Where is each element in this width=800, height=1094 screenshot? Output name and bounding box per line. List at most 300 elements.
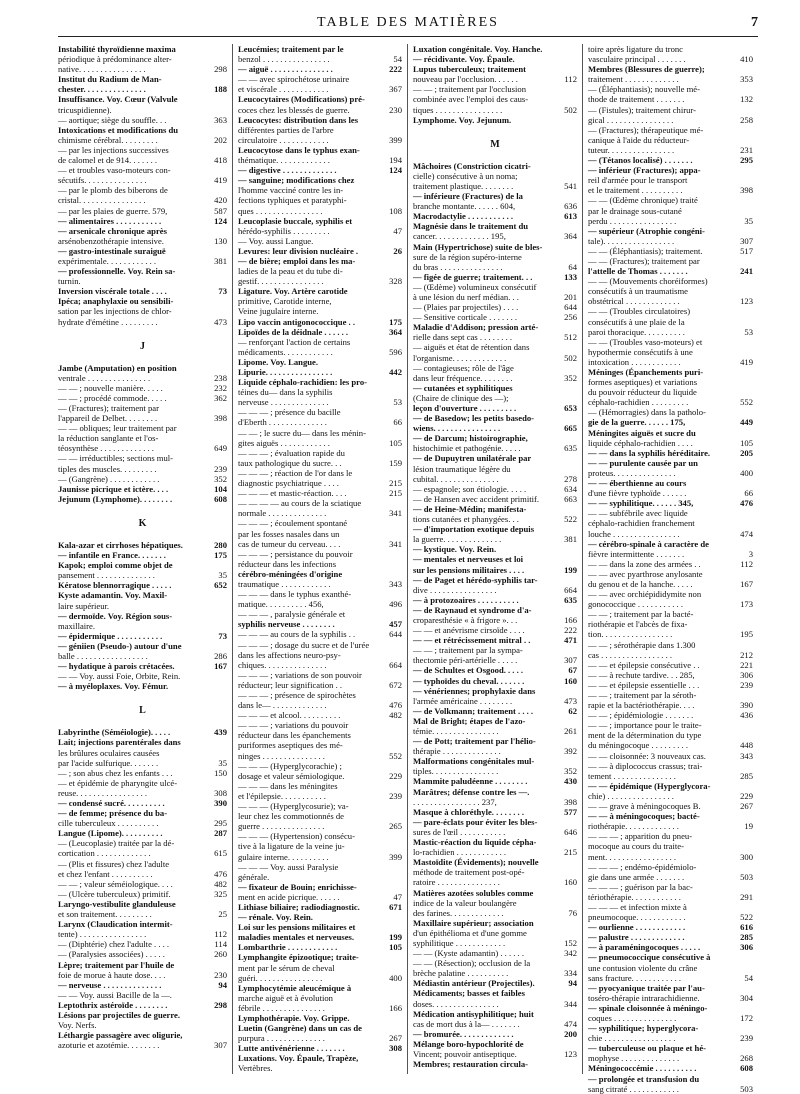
entry-text: Léthargie passagère avec oligurie, — [58, 1030, 183, 1041]
entry-text: les brûlures oculaires causées — [58, 747, 160, 758]
entry-text: Lupus tuberculeux; traitement — [413, 64, 526, 75]
entry-page-ref: 308 — [389, 1043, 402, 1054]
entry-text: Lutte antivénérienne . . . . . . . — [238, 1043, 345, 1054]
index-entry — [58, 540, 227, 550]
entry-page-ref: 291 — [740, 891, 753, 902]
index-entry — [238, 852, 402, 862]
entry-text: — — ; nouvelle manière. . . . . — [58, 382, 163, 393]
index-entry — [588, 629, 753, 639]
entry-text: thode de traitement . . . . . . . — [588, 94, 685, 105]
entry-page-ref: 541 — [564, 180, 577, 191]
entry-text: téosynthèse . . . . . . . . . . . . . — [58, 443, 154, 454]
index-entry — [238, 609, 402, 619]
index-entry — [588, 518, 753, 528]
entry-page-ref: 381 — [214, 255, 227, 266]
entry-text: — épidermique . . . . . . . . . . . — [58, 630, 163, 641]
entry-page-ref: 105 — [740, 437, 753, 448]
entry-text: — — — ; variations du pouvoir — [238, 720, 349, 731]
index-entry — [238, 195, 402, 205]
index-entry — [588, 902, 753, 912]
entry-text: reuse. . . . . . . . . . . . . . . . . — [58, 787, 148, 798]
entry-text: — (Paralysies associées) . . . . . — [58, 949, 165, 960]
index-entry — [413, 171, 577, 181]
index-entry — [238, 226, 402, 236]
entry-page-ref: 265 — [389, 821, 402, 832]
index-entry — [413, 615, 577, 625]
entry-text: — aiguës et état de rétention dans — [413, 342, 530, 353]
index-entry — [413, 716, 577, 726]
index-entry — [238, 286, 402, 296]
entry-page-ref: 200 — [564, 1028, 577, 1039]
entry-text: — — — Voy. aussi Paralysie — [238, 861, 339, 872]
index-entry — [413, 948, 577, 958]
entry-page-ref: 66 — [744, 488, 753, 499]
index-entry — [588, 922, 753, 932]
entry-page-ref: 267 — [389, 1033, 402, 1044]
entry-text: — — — ; réaction de l'or dans le — [238, 467, 353, 478]
entry-text: — gastro-intestinale suraiguë — [58, 245, 166, 256]
entry-text: — — — — au cours de la sciatique — [238, 498, 362, 509]
index-entry — [238, 276, 402, 286]
entry-page-ref: 172 — [740, 1013, 753, 1023]
entry-text: matique. . . . . . . . . . 456, — [238, 599, 324, 610]
entry-text: Lipurie. . . . . . . . . . . . . . . . — [238, 367, 333, 377]
index-entry — [413, 837, 577, 847]
entry-text: canique à l'aide du réducteur- — [588, 134, 690, 145]
entry-page-ref: 634 — [564, 483, 577, 494]
entry-text: thématique. . . . . . . . . . . . . — [238, 155, 330, 166]
entry-text: ques . . . . . . . . . . . . . . . . — [238, 205, 323, 216]
entry-text: — — — ; présence de spirochètes — [238, 690, 356, 700]
entry-text: sation par les injections de chlor- — [58, 306, 172, 317]
index-entry — [588, 327, 753, 337]
index-entry — [58, 879, 227, 889]
entry-text: tement . . . . . . . . . . . . . . . — [588, 770, 676, 781]
entry-text: — — dans la syphilis héréditaire. — [588, 447, 711, 458]
index-entry — [413, 827, 577, 837]
index-entry — [413, 332, 577, 342]
entry-page-ref: 644 — [389, 629, 402, 640]
index-entry — [58, 949, 227, 959]
entry-text: puriformes aseptiques des mé- — [238, 740, 343, 751]
entry-text: — (Ulcère tuberculeux) primitif. — [58, 888, 171, 899]
entry-text: et l'épilepsie. . . . . . . . . . . — [238, 790, 326, 801]
entry-text: — de Raynaud et syndrome d'a- — [413, 604, 532, 615]
entry-page-ref: 398 — [740, 185, 753, 196]
entry-text: céphalo-rachidien . . . . . . . . . — [588, 397, 689, 408]
index-entry — [413, 1039, 577, 1049]
entry-page-ref: 66 — [393, 417, 402, 428]
index-entry — [58, 413, 227, 423]
index-entry — [58, 909, 227, 919]
index-entry — [58, 64, 227, 74]
entry-page-ref: 471 — [564, 635, 577, 646]
index-entry — [588, 751, 753, 761]
entry-text: normale . . . . . . . . . . . . . . — [238, 508, 327, 519]
index-entry — [238, 216, 402, 226]
entry-text: — — — (Hyperglycosurie); va- — [238, 801, 349, 812]
entry-page-ref: 124 — [214, 215, 227, 226]
entry-page-ref: 123 — [740, 296, 753, 307]
entry-text: — bromurée. . . . . . . . . . . . . — [413, 1028, 514, 1039]
index-entry — [238, 862, 402, 872]
index-entry — [588, 740, 753, 750]
entry-text: — par les plaies de guerre. 579, — [58, 205, 168, 216]
entry-page-ref: 25 — [218, 909, 227, 920]
entry-text: lésion traumatique légère du — [413, 463, 511, 474]
index-entry — [238, 145, 402, 155]
entry-page-ref: 616 — [740, 922, 753, 933]
entry-text: Loi sur les pensions militaires et — [238, 922, 356, 933]
entry-text: traitement . . . . . . . . . . . . . — [588, 74, 679, 85]
index-entry — [58, 443, 227, 453]
index-entry — [588, 1003, 753, 1013]
entry-text: Kératose blennorragique . . . . . — [58, 580, 172, 591]
index-entry — [238, 64, 402, 74]
entry-text: cancer. . . . . . . . . . . . . 195, — [413, 231, 506, 242]
index-entry — [588, 508, 753, 518]
index-entry — [588, 852, 753, 862]
index-entry — [413, 342, 577, 352]
index-entry — [588, 1043, 753, 1053]
entry-text: — — ; sérothérapie dans 1.300 — [588, 639, 696, 650]
entry-text: Mastoïdite (Évidements); nouvelle — [413, 857, 539, 868]
index-entry — [413, 898, 577, 908]
entry-page-ref: 160 — [564, 877, 577, 888]
entry-page-ref: 268 — [740, 1053, 753, 1064]
index-entry — [58, 919, 227, 929]
index-entry — [238, 559, 402, 569]
entry-text: pneumocoque. . . . . . . . . . . . — [588, 912, 686, 923]
index-entry — [588, 458, 753, 468]
index-entry — [58, 175, 227, 185]
entry-text: — — ; épidémiologie . . . . . . . — [588, 710, 694, 721]
index-entry — [588, 952, 753, 962]
entry-text: obstétrical . . . . . . . . . . . . . — [588, 296, 680, 307]
index-entry — [413, 1009, 577, 1019]
entry-text: sures de l'œil . . . . . . . . . . . — [413, 826, 506, 837]
entry-text: tive à la ligature de la veine ju- — [238, 841, 345, 852]
index-entry — [238, 54, 402, 64]
entry-page-ref: 503 — [740, 1083, 753, 1094]
index-entry — [238, 1023, 402, 1033]
index-entry — [588, 246, 753, 256]
entry-text: — Voy. aussi Langue. — [238, 235, 314, 246]
entry-text: l'attelle de Thomas . . . . . . . — [588, 266, 688, 277]
entry-page-ref: 587 — [214, 205, 227, 216]
index-entry — [238, 983, 402, 993]
index-entry — [588, 549, 753, 559]
index-entry — [588, 236, 753, 246]
index-entry — [588, 195, 753, 205]
index-column-2 — [233, 44, 408, 1074]
entry-text: cas . . . . . . . . . . . . . . . . . — [588, 649, 673, 660]
entry-page-ref: 54 — [393, 54, 402, 65]
index-entry — [58, 1040, 227, 1050]
entry-text: Lombarthrie . . . . . . . . . . . . — [238, 942, 338, 953]
entry-page-ref: 400 — [389, 972, 402, 983]
entry-page-ref: 215 — [564, 847, 577, 858]
index-entry — [588, 569, 753, 579]
index-entry — [238, 660, 402, 670]
index-entry — [238, 619, 402, 629]
entry-page-ref: 112 — [740, 558, 753, 569]
entry-text: ment. . . . . . . . . . . . . . . . . — [588, 851, 677, 862]
entry-text: Leptothrix astéroïde . . . . . . . . — [58, 999, 168, 1010]
entry-text: riothérapie. . . . . . . . . . . . . — [588, 821, 679, 832]
entry-text: indice de la valeur boulangère — [413, 897, 517, 908]
entry-page-ref: 308 — [214, 787, 227, 798]
entry-text: balle . . . . . . . . . . . . . . . . . — [58, 650, 148, 661]
entry-page-ref: 644 — [564, 302, 577, 313]
entry-text: liquide céphalo-rachidien . . . . — [588, 437, 693, 448]
entry-text: doses. . . . . . . . . . . . . . . . — [413, 998, 499, 1009]
entry-text: ment de la détermination du type — [588, 730, 702, 741]
section-letter: L — [139, 705, 146, 717]
entry-page-ref: 298 — [214, 999, 227, 1010]
index-entry — [58, 601, 227, 611]
entry-page-ref: 476 — [214, 868, 227, 879]
index-entry — [238, 508, 402, 518]
entry-text: maladies mentales et nerveuses. — [238, 932, 354, 943]
entry-page-ref: 258 — [740, 114, 753, 125]
entry-text: syphilis nerveuse . . . . . . . . — [238, 619, 335, 630]
index-entry — [58, 590, 227, 600]
entry-text: d'une fièvre typhoïde . . . . . . — [588, 488, 687, 499]
index-entry — [238, 791, 402, 801]
index-entry — [238, 1003, 402, 1013]
entry-text: de calomel et de 914. . . . . . . — [58, 155, 158, 166]
index-entry — [413, 696, 577, 706]
entry-text: Leucocytaires (Modifications) pré- — [238, 94, 365, 105]
entry-page-ref: 418 — [214, 155, 227, 166]
entry-text: syphilitique . . . . . . . . . . . . — [413, 937, 506, 948]
index-entry — [413, 464, 577, 474]
entry-text: — condensé sucré. . . . . . . . . . — [58, 798, 165, 808]
entry-page-ref: 362 — [214, 392, 227, 403]
entry-text: Ipéca; anaphylaxie ou sensibili- — [58, 296, 174, 307]
index-entry — [58, 681, 227, 691]
entry-page-ref: 334 — [564, 968, 577, 979]
entry-text: la réduction sanglante et l'os- — [58, 433, 159, 444]
entry-page-ref: 35 — [218, 757, 227, 768]
entry-text: — — (Éléphantiasis); traitement. — [588, 245, 703, 256]
entry-page-ref: 267 — [740, 801, 753, 812]
index-entry — [413, 393, 577, 403]
entry-page-ref: 615 — [214, 848, 227, 859]
index-entry — [58, 195, 227, 205]
page-title: TABLE DES MATIÈRES — [317, 15, 499, 30]
index-entry — [58, 363, 227, 373]
entry-text: — cérébro-spinale à caractère de — [588, 538, 709, 549]
entry-text: intoxication . . . . . . . . . . . . — [588, 356, 681, 367]
index-entry — [413, 766, 577, 776]
entry-text: hypothermie consécutifs à une — [588, 346, 693, 357]
entry-page-ref: 419 — [740, 356, 753, 367]
entry-page-ref: 195 — [740, 629, 753, 640]
entry-text: céphalo-rachidien franchement — [588, 518, 695, 529]
entry-text: — par les injections successives — [58, 144, 169, 155]
index-entry — [588, 892, 753, 902]
entry-text: — — à diplococcus crassus; trai- — [588, 760, 703, 771]
entry-page-ref: 399 — [389, 134, 402, 145]
index-entry — [588, 498, 753, 508]
entry-text: paroi thoracique. . . . . . . . . . — [588, 326, 685, 337]
entry-page-ref: 194 — [389, 155, 402, 166]
entry-text: — de Volkmann; traitement . . . . — [413, 705, 534, 716]
entry-text: Membres; restauration circula- — [413, 1059, 529, 1070]
entry-text: cortication . . . . . . . . . . . . . — [58, 848, 151, 859]
entry-page-ref: 287 — [214, 828, 227, 839]
entry-text: du genou et de la hanche. . . . . — [588, 578, 693, 589]
entry-text: — de Heine-Médin; manifesta- — [413, 503, 527, 514]
entry-text: leçon d'ouverture . . . . . . . . . — [413, 403, 517, 413]
index-entry — [238, 185, 402, 195]
entry-text: Intoxications et modifications du — [58, 124, 179, 135]
entry-page-ref: 306 — [740, 942, 753, 953]
index-entry — [238, 892, 402, 902]
entry-text: — à paraméningocoques . . . . . — [588, 942, 701, 953]
index-entry — [588, 347, 753, 357]
entry-page-ref: 133 — [564, 271, 577, 282]
entry-text: Leucoplasie buccale, syphilis et — [238, 215, 353, 226]
index-entry — [413, 756, 577, 766]
entry-text: — — — et mastic-réaction. . . . — [238, 488, 347, 499]
entry-text: cas de tumeur du cerveau. . . . — [238, 538, 341, 549]
entry-text: médicaments. . . . . . . . . . . . — [238, 346, 333, 357]
entry-text: Marâtres; défense contre les —. — [413, 786, 530, 797]
index-entry — [413, 312, 577, 322]
entry-text: Lymphothérapie. Voy. Grippe. — [238, 1013, 350, 1023]
entry-text: nouveau par l'occlusion. . . . . . — [413, 74, 518, 85]
index-entry — [588, 216, 753, 226]
index-entry — [238, 347, 402, 357]
entry-text: — aortique; siège du souffle. . . — [58, 114, 167, 125]
entry-text: reil d'armée pour le transport — [588, 175, 688, 186]
entry-text: Institut du Radium de Man- — [58, 74, 162, 85]
index-entry — [588, 1053, 753, 1063]
entry-page-ref: 132 — [740, 94, 753, 105]
index-entry — [413, 373, 577, 383]
entry-page-ref: 230 — [389, 104, 402, 115]
entry-text: — kystique. Voy. Rein. — [413, 544, 497, 555]
index-entry — [588, 680, 753, 690]
entry-text: Méningococcémie . . . . . . . . . . — [588, 1063, 697, 1074]
index-entry — [413, 201, 577, 211]
entry-text: histochimie et pathogénie. . . . . — [413, 443, 521, 454]
entry-text: chimisme cérébral. . . . . . . . . — [58, 134, 158, 145]
index-entry — [58, 990, 227, 1000]
entry-page-ref: 363 — [214, 114, 227, 125]
entry-page-ref: 522 — [564, 514, 577, 525]
entry-text: Jambe (Amputation) en position — [58, 362, 177, 373]
entry-text: — — à rechute tardive. . . 285, — [588, 669, 695, 680]
entry-text: hydrate d'émétine . . . . . . . . . — [58, 316, 158, 327]
entry-page-ref: 76 — [568, 907, 577, 918]
index-entry — [58, 286, 227, 296]
entry-text: Larynx (Claudication intermit- — [58, 919, 173, 930]
index-entry — [588, 286, 753, 296]
index-entry — [413, 84, 577, 94]
index-entry — [58, 788, 227, 798]
index-entry — [413, 655, 577, 665]
entry-text: — de Paget et hérédo-syphilis tar- — [413, 574, 538, 585]
entry-text: taux pathologique du sucre. . . — [238, 457, 342, 468]
entry-text: chie) . . . . . . . . . . . . . . . . — [588, 790, 674, 801]
entry-page-ref: 215 — [389, 478, 402, 489]
entry-text: Lymphocytémie aleucémique à — [238, 982, 352, 993]
index-entry — [413, 443, 577, 453]
entry-text: — — (Troubles vaso-moteurs) et — [588, 336, 703, 347]
entry-page-ref: 352 — [564, 766, 577, 777]
entry-page-ref: 342 — [564, 948, 577, 959]
index-entry — [588, 942, 753, 952]
index-entry — [413, 484, 577, 494]
entry-text: tiples. . . . . . . . . . . . . . . . — [413, 766, 499, 777]
entry-text: — à protozoaires . . . . . . . . . . — [413, 594, 519, 605]
entry-text: — — et anévrisme cirsoïde . . . . — [413, 625, 525, 636]
entry-page-ref: 300 — [740, 851, 753, 862]
entry-page-ref: 577 — [564, 806, 577, 817]
index-entry — [413, 262, 577, 272]
index-entry — [588, 387, 753, 397]
index-entry — [588, 539, 753, 549]
entry-page-ref: 664 — [564, 584, 577, 595]
entry-text: expérimentale. . . . . . . . . . . . — [58, 255, 157, 266]
entry-page-ref: 167 — [740, 578, 753, 589]
entry-page-ref: 496 — [389, 599, 402, 610]
entry-text: — — purulente causée par un — [588, 457, 698, 468]
entry-page-ref: 307 — [740, 235, 753, 246]
index-entry — [238, 246, 402, 256]
entry-text: — de Dupuytren unilatérale par — [413, 453, 532, 464]
header-rule — [58, 36, 758, 37]
index-entry — [413, 161, 577, 171]
entry-text: réducteur dans les épanchements — [238, 730, 351, 741]
index-entry — [58, 296, 227, 306]
entry-text: — renforçant l'action de certains — [238, 336, 351, 347]
entry-text: — pneumococcique consécutive à — [588, 952, 711, 963]
entry-text: méthode de traitement post-opé- — [413, 867, 525, 878]
index-entry — [413, 565, 577, 575]
entry-text: Médiastin antérieur (Projectiles). — [413, 978, 535, 989]
entry-text: et son traitement. . . . . . . . . — [58, 909, 152, 920]
entry-text: Médicaments; basses et faibles — [413, 988, 525, 999]
index-entry — [58, 1030, 227, 1040]
entry-text: Leucocytes: distribution dans les — [238, 114, 359, 125]
entry-text: cérébro-méningées d'origine — [238, 568, 343, 579]
index-entry — [238, 690, 402, 700]
index-entry — [58, 570, 227, 580]
entry-text: Lipoïdes de la déidnale . . . . . . — [238, 326, 349, 337]
index-entry — [588, 296, 753, 306]
entry-page-ref: 665 — [564, 423, 577, 434]
entry-text: d'un épithélioma et d'une gomme — [413, 927, 527, 938]
index-entry — [413, 645, 577, 655]
entry-page-ref: 239 — [740, 1033, 753, 1044]
entry-page-ref: 160 — [564, 675, 577, 686]
entry-text: gical . . . . . . . . . . . . . . . . — [588, 114, 674, 125]
entry-text: — — — ; guérison par la bac- — [588, 881, 693, 892]
index-entry — [238, 1033, 402, 1043]
entry-page-ref: 352 — [564, 372, 577, 383]
entry-text: benzol . . . . . . . . . . . . . . . . — [238, 54, 330, 65]
entry-text: — — obliques; leur traitement par — [58, 423, 177, 434]
index-entry — [413, 211, 577, 221]
index-entry — [238, 761, 402, 771]
entry-text: consécutifs à une plaie de la — [588, 316, 685, 327]
index-entry — [238, 912, 402, 922]
